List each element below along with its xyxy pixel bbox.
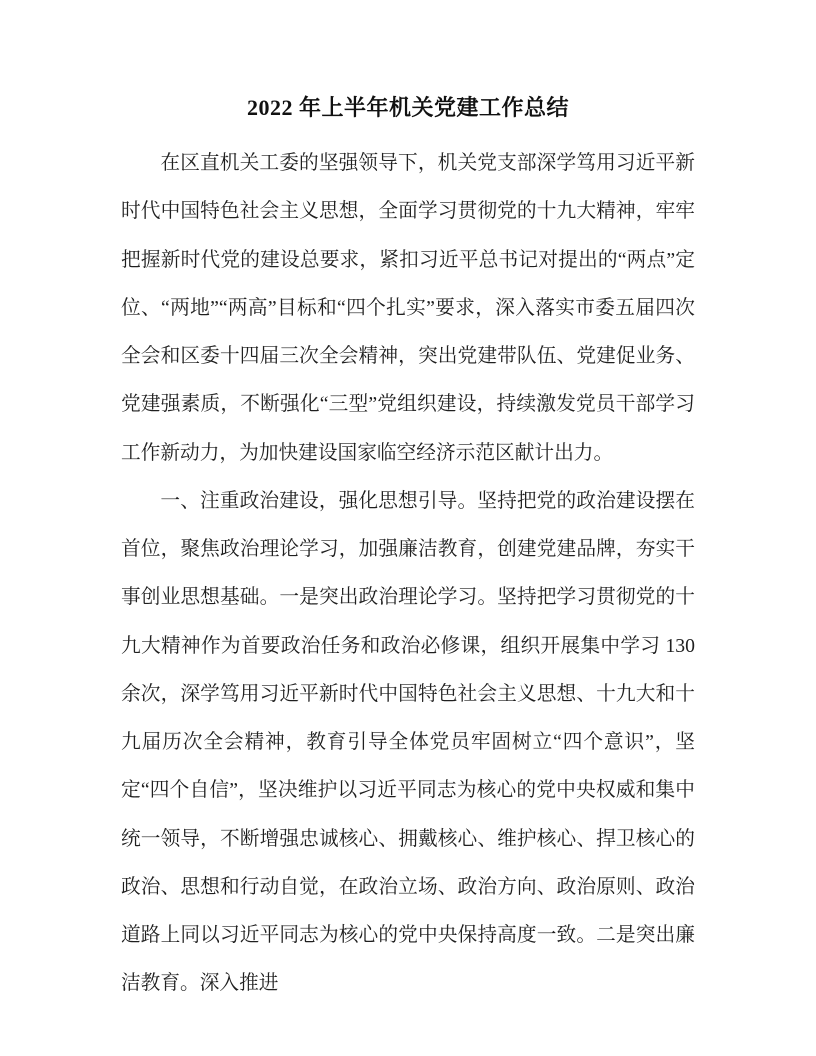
document-title: 2022 年上半年机关党建工作总结 [246,95,569,120]
paragraph-intro: 在区直机关工委的坚强领导下，机关党支部深学笃用习近平新时代中国特色社会主义思想，全面学习贯彻党的十九大精神，牢牢把握新时代党的建设总要求，紧扣习近平总书记对提出的“两点”定位、“两地”“两高”目标和“四个扎实”要求，深入落实市委五届四次全会和区委十四届三次全会精神，突出党建带队伍、党建促业务、党建强素质，不断强化“三型”党组织建设，持续激发党员干部学习工作新动力，为加快建设国家临空经济示范区献计出力。 [121,152,695,464]
paragraph-section-1: 一、注重政治建设，强化思想引导。坚持把党的政治建设摆在首位，聚焦政治理论学习，加强廉洁教育，创建党建品牌，夯实干事创业思想基础。一是突出政治理论学习。坚持把学习贯彻党的十九大精神作为首要政治任务和政治必修课，组织开展集中学习 130 余次，深学笃用习近平新时代中国特色社会主义思想、十九大和十九届历次全会精神，教育引导全体党员牢固树立“四个意识”，坚定“四个自信”，坚决维护以习近平同志为核心的党中央权威和集中统一领导，不断增强忠诚核心、拥戴核心、维护核心、捍卫核心的政治、思想和行动自觉，在政治立场、政治方向、政治原则、政治道路上同以习近平同志为核心的党中央保持高度一致。二是突出廉洁教育。深入推进 [121,489,695,995]
